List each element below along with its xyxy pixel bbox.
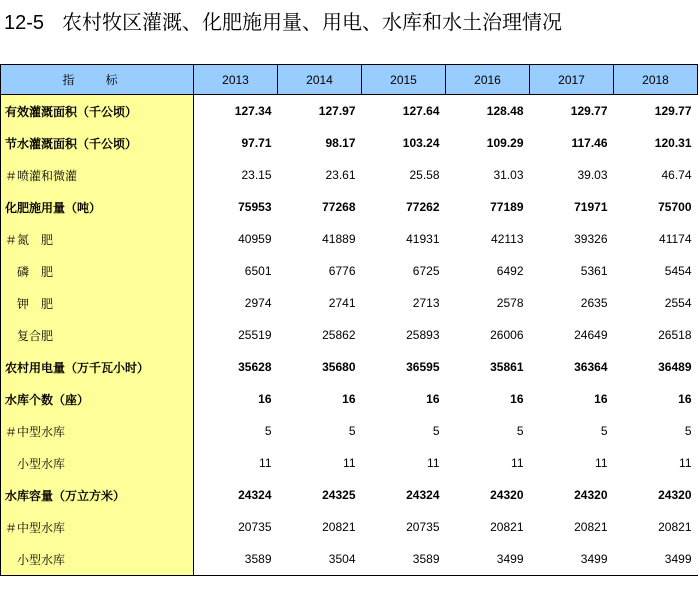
value-cell: 16 (342, 392, 356, 406)
value-cell: 24320 (658, 488, 692, 502)
value-cell: 11 (427, 456, 440, 470)
value-cell: 16 (426, 392, 440, 406)
value-cell: 5 (264, 424, 272, 438)
table-row (1, 255, 698, 287)
page-title (4, 6, 562, 35)
value-cell: 71971 (574, 200, 608, 214)
value-cell: 26006 (490, 328, 524, 342)
value-cell: 26518 (658, 328, 692, 342)
value-cell: 39.03 (577, 168, 608, 182)
value-cell: 24320 (490, 488, 524, 502)
statistics-table (0, 64, 698, 576)
value-cell: 3504 (278, 543, 362, 576)
value-cell: 25893 (406, 328, 440, 342)
value-cell: 109.29 (486, 136, 524, 150)
value-cell: 5 (348, 424, 356, 438)
value-cell: 39326 (574, 232, 608, 246)
value-cell: 24325 (322, 488, 356, 502)
row-label: 小型水库 (1, 543, 194, 576)
value-cell: 77262 (406, 200, 440, 214)
value-cell: 31.03 (493, 168, 524, 182)
table-row (1, 127, 698, 159)
value-cell: 129.77 (654, 104, 692, 118)
value-cell: 20821 (658, 520, 692, 534)
value-cell: 3499 (530, 543, 614, 576)
value-cell: 128.48 (486, 104, 524, 118)
table-row (1, 223, 698, 255)
row-label: ＃中型水库 (1, 415, 194, 447)
year-header: 2016 (446, 65, 530, 95)
value-cell: 46.74 (661, 168, 692, 182)
value-cell: 2713 (412, 296, 440, 310)
value-cell: 24324 (406, 488, 440, 502)
value-cell: 36364 (574, 360, 608, 374)
year-header: 2018 (614, 65, 698, 95)
value-cell: 25.58 (409, 168, 440, 182)
value-cell: 127.64 (402, 104, 440, 118)
value-cell: 120.31 (654, 136, 692, 150)
table-row (1, 543, 698, 576)
value-cell: 11 (343, 456, 356, 470)
value-cell: 2554 (664, 296, 692, 310)
value-cell: 35680 (322, 360, 356, 374)
value-cell: 36595 (406, 360, 440, 374)
value-cell: 117.46 (571, 136, 608, 150)
row-label: 磷 肥 (1, 255, 194, 287)
value-cell: 11 (511, 456, 524, 470)
value-cell: 3499 (614, 543, 698, 576)
table-row (1, 95, 698, 128)
table-row (1, 287, 698, 319)
value-cell: 2578 (496, 296, 524, 310)
value-cell: 6501 (244, 264, 272, 278)
row-label: ＃喷灌和微灌 (1, 159, 194, 191)
row-label: 化肥施用量（吨） (1, 191, 194, 223)
table-code: 12-5 (4, 12, 45, 34)
value-cell: 20735 (238, 520, 272, 534)
value-cell: 42113 (491, 232, 524, 246)
row-label: 节水灌溉面积（千公顷） (1, 127, 194, 159)
value-cell: 2741 (328, 296, 356, 310)
value-cell: 103.24 (402, 136, 440, 150)
value-cell: 129.77 (570, 104, 608, 118)
table-row (1, 383, 698, 415)
row-label: 有效灌溉面积（千公顷） (1, 95, 194, 128)
value-cell: 75953 (238, 200, 272, 214)
table-row (1, 351, 698, 383)
value-cell: 77189 (490, 200, 524, 214)
value-cell: 16 (510, 392, 524, 406)
value-cell: 25519 (238, 328, 272, 342)
year-header: 2017 (530, 65, 614, 95)
value-cell: 24649 (574, 328, 608, 342)
value-cell: 3499 (446, 543, 530, 576)
value-cell: 24320 (574, 488, 608, 502)
value-cell: 16 (678, 392, 692, 406)
value-cell: 11 (679, 456, 692, 470)
table-row (1, 447, 698, 479)
value-cell: 41931 (406, 232, 440, 246)
row-label: 农村用电量（万千瓦小时） (1, 351, 194, 383)
value-cell: 20821 (574, 520, 608, 534)
row-label: 水库容量（万立方米） (1, 479, 194, 511)
value-cell: 36489 (658, 360, 692, 374)
table-row (1, 511, 698, 543)
value-cell: 11 (259, 456, 272, 470)
value-cell: 98.17 (325, 136, 356, 150)
value-cell: 24324 (238, 488, 272, 502)
value-cell: 5 (432, 424, 440, 438)
value-cell: 127.97 (318, 104, 356, 118)
row-label: 复合肥 (1, 319, 194, 351)
table-row (1, 159, 698, 191)
value-cell: 5 (684, 424, 692, 438)
value-cell: 75700 (658, 200, 692, 214)
value-cell: 2974 (244, 296, 272, 310)
value-cell: 16 (258, 392, 272, 406)
value-cell: 40959 (238, 232, 272, 246)
value-cell: 5361 (580, 264, 608, 278)
row-label: ＃中型水库 (1, 511, 194, 543)
value-cell: 5454 (664, 264, 692, 278)
table-row (1, 319, 698, 351)
row-label: 钾 肥 (1, 287, 194, 319)
value-cell: 35861 (490, 360, 524, 374)
year-header: 2015 (362, 65, 446, 95)
value-cell: 20821 (322, 520, 356, 534)
value-cell: 20821 (490, 520, 524, 534)
table-row (1, 479, 698, 511)
table-title: 农村牧区灌溉、化肥施用量、用电、水库和水土治理情况 (62, 10, 563, 34)
year-header: 2014 (278, 65, 362, 95)
row-label: ＃氮 肥 (1, 223, 194, 255)
row-label: 小型水库 (1, 447, 194, 479)
table-row (1, 415, 698, 447)
value-cell: 16 (594, 392, 608, 406)
value-cell: 25862 (322, 328, 356, 342)
value-cell: 6725 (412, 264, 440, 278)
value-cell: 23.15 (241, 168, 272, 182)
header-row (1, 65, 698, 95)
value-cell: 23.61 (325, 168, 356, 182)
value-cell: 5 (516, 424, 524, 438)
value-cell: 11 (595, 456, 608, 470)
value-cell: 3589 (362, 543, 446, 576)
value-cell: 41889 (322, 232, 356, 246)
year-header: 2013 (194, 65, 278, 95)
value-cell: 77268 (322, 200, 356, 214)
row-label: 水库个数（座） (1, 383, 194, 415)
value-cell: 20735 (406, 520, 440, 534)
value-cell: 35628 (238, 360, 272, 374)
value-cell: 2635 (580, 296, 608, 310)
value-cell: 97.71 (241, 136, 272, 150)
table-row (1, 191, 698, 223)
value-cell: 3589 (194, 543, 278, 576)
value-cell: 127.34 (234, 104, 272, 118)
indicator-header: 指 标 (1, 65, 194, 95)
value-cell: 41174 (659, 232, 692, 246)
value-cell: 6776 (328, 264, 356, 278)
value-cell: 5 (600, 424, 608, 438)
value-cell: 6492 (496, 264, 524, 278)
